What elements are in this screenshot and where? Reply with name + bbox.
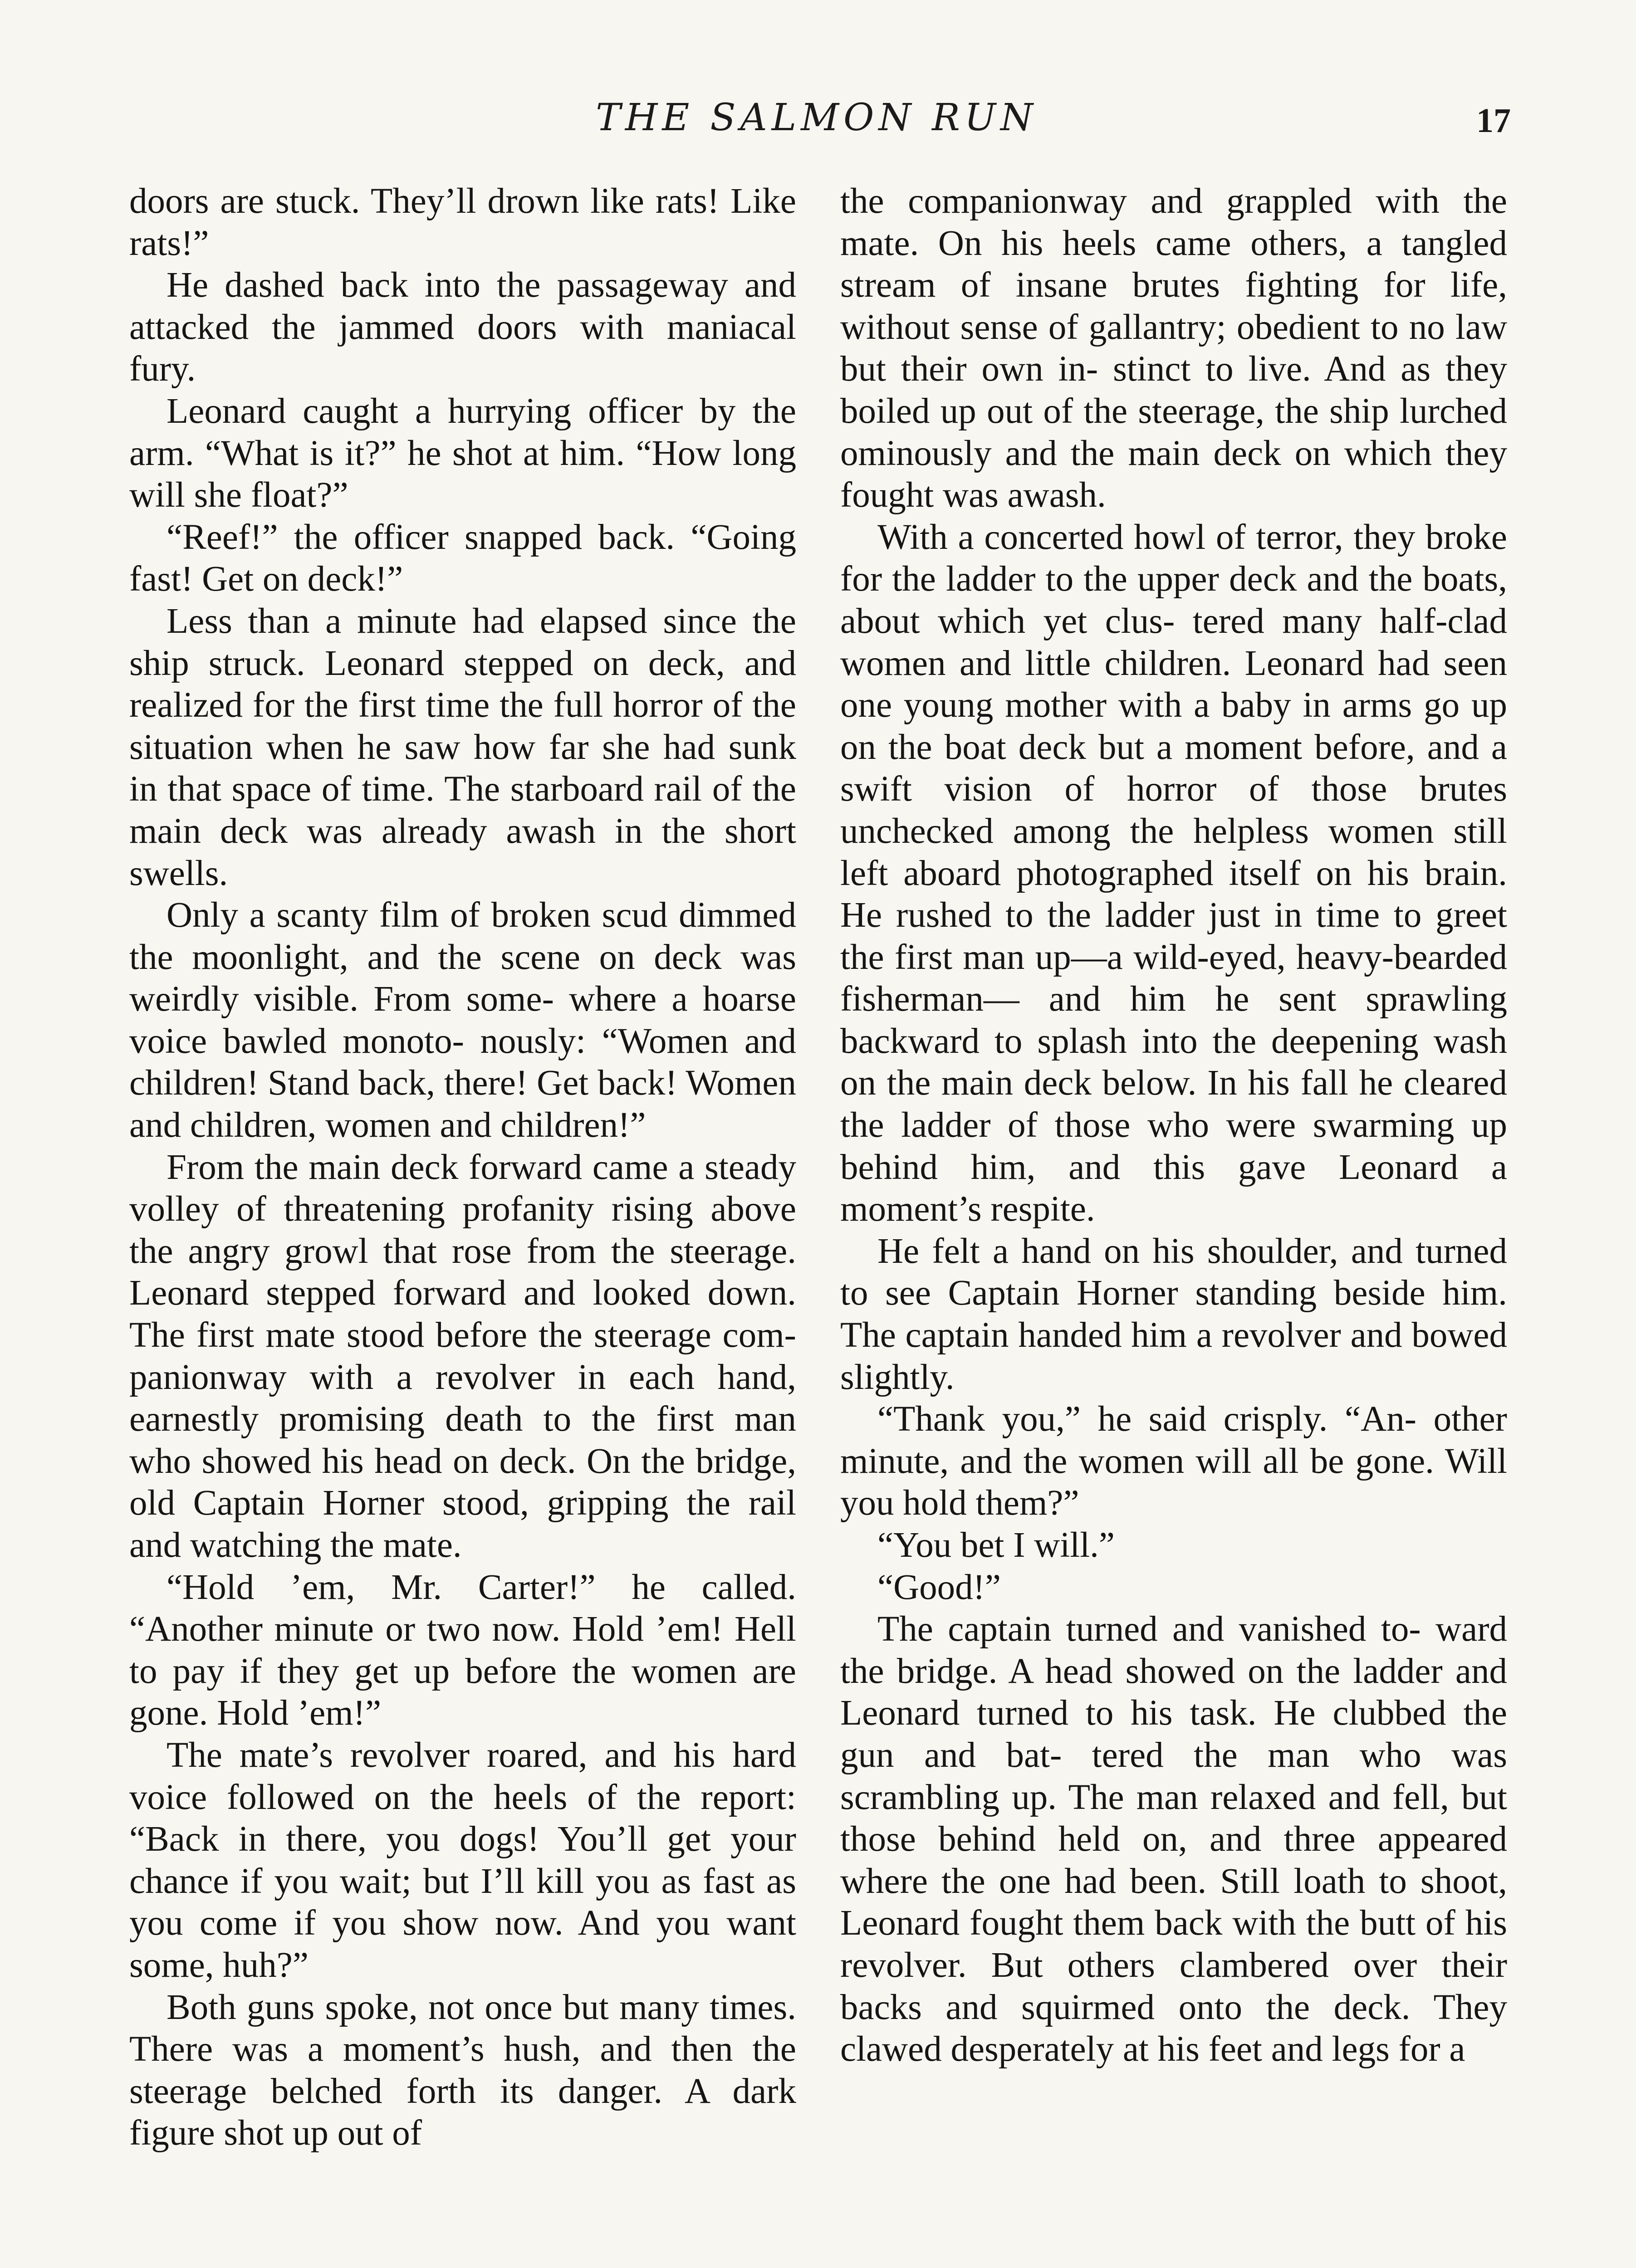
paragraph: “Reef!” the officer snapped back. “Going fast! Get on deck!” (129, 517, 796, 599)
paragraph: “Thank you,” he said crisply. “An- other minute, and the women will all be gone. Will you hold them?” (840, 1399, 1507, 1523)
right-text-column (840, 181, 1507, 2268)
paragraph: Both guns spoke, not once but many times. There was a moment’s hush, and then the steerage belched forth its danger. A dark figure shot up out of (129, 1987, 796, 2153)
paragraph: Less than a minute had elapsed since the ship struck. Leonard stepped on deck, and realized for the first time the full horror of the situation when he saw how far she had sunk in that space of time. The starboard rail of the main deck was already awash in the short swells. (129, 601, 796, 893)
paragraph: the companionway and grappled with the mate. On his heels came others, a tangled stream of insane brutes fighting for life, without sense of gallantry; obedient to no law but their own in- stinct to live. And as they boiled up out of the steerage, the ship lurched ominously and the main deck on which they fought was awash. (840, 181, 1507, 515)
running-title: THE SALMON RUN (596, 96, 1038, 139)
paragraph: “You bet I will.” (877, 1525, 1115, 1565)
paragraph: “Hold ’em, Mr. Carter!” he called. “Another minute or two now. Hold ’em! Hell to pay if they get up before the women are gone. Hold ’em!” (129, 1567, 796, 1733)
paragraph: The captain turned and vanished to- ward the bridge. A head showed on the ladder and Leonard turned to his task. He clubbed the gun and bat- tered the man who was scrambling up. The man relaxed and fell, but those behind held on, and three appeared where the one had been. Still loath to shoot, Leonard fought them back with the butt of his revolver. But others clambered over their backs and squirmed onto the deck. They clawed desperately at his feet and legs for a (840, 1609, 1507, 2069)
paragraph: He felt a hand on his shoulder, and turned to see Captain Horner standing beside him. The captain handed him a revolver and bowed slightly. (840, 1231, 1507, 1397)
paragraph: From the main deck forward came a steady volley of threatening profanity rising above the angry growl that rose from the steerage. Leonard stepped forward and looked down. The first mate stood before the steerage com- panionway with a revolver in each hand, earnestly promising death to the first man who showed his head on deck. On the bridge, old Captain Horner stood, gripping the rail and watching the mate. (129, 1147, 796, 1565)
paragraph: He dashed back into the passageway and attacked the jammed doors with maniacal fury. (129, 265, 796, 389)
left-text-column (129, 181, 796, 2268)
paragraph: Only a scanty film of broken scud dimmed the moonlight, and the scene on deck was weirdly visible. From some- where a hoarse voice bawled monoto- nously: “Women and children! Stand back, there! Get back! Women and children, women and children!” (129, 895, 796, 1145)
paragraph: The mate’s revolver roared, and his hard voice followed on the heels of the report: “Back in there, you dogs! You’ll get your chance if you wait; but I’ll kill you as fast as you come if you show now. And you want some, huh?” (129, 1735, 796, 1985)
page-number: 17 (1476, 102, 1511, 140)
paragraph: Leonard caught a hurrying officer by the arm. “What is it?” he shot at him. “How long will she float?” (129, 391, 796, 515)
paragraph: doors are stuck. They’ll drown like rats! Like rats!” (129, 181, 796, 263)
paragraph: “Good!” (877, 1567, 1001, 1607)
paragraph: With a concerted howl of terror, they broke for the ladder to the upper deck and the boats, about which yet clus- tered many half-clad women and little children. Leonard had seen one young mother with a baby in arms go up on the boat deck but a moment before, and a swift vision of horror of those brutes unchecked among the helpless women still left aboard photographed itself on his brain. He rushed to the ladder just in time to greet the first man up—a wild-eyed, heavy-bearded fisherman— and him he sent sprawling backward to splash into the deepening wash on the main deck below. In his fall he cleared the ladder of those who were swarming up behind him, and this gave Leonard a moment’s respite. (840, 517, 1507, 1229)
